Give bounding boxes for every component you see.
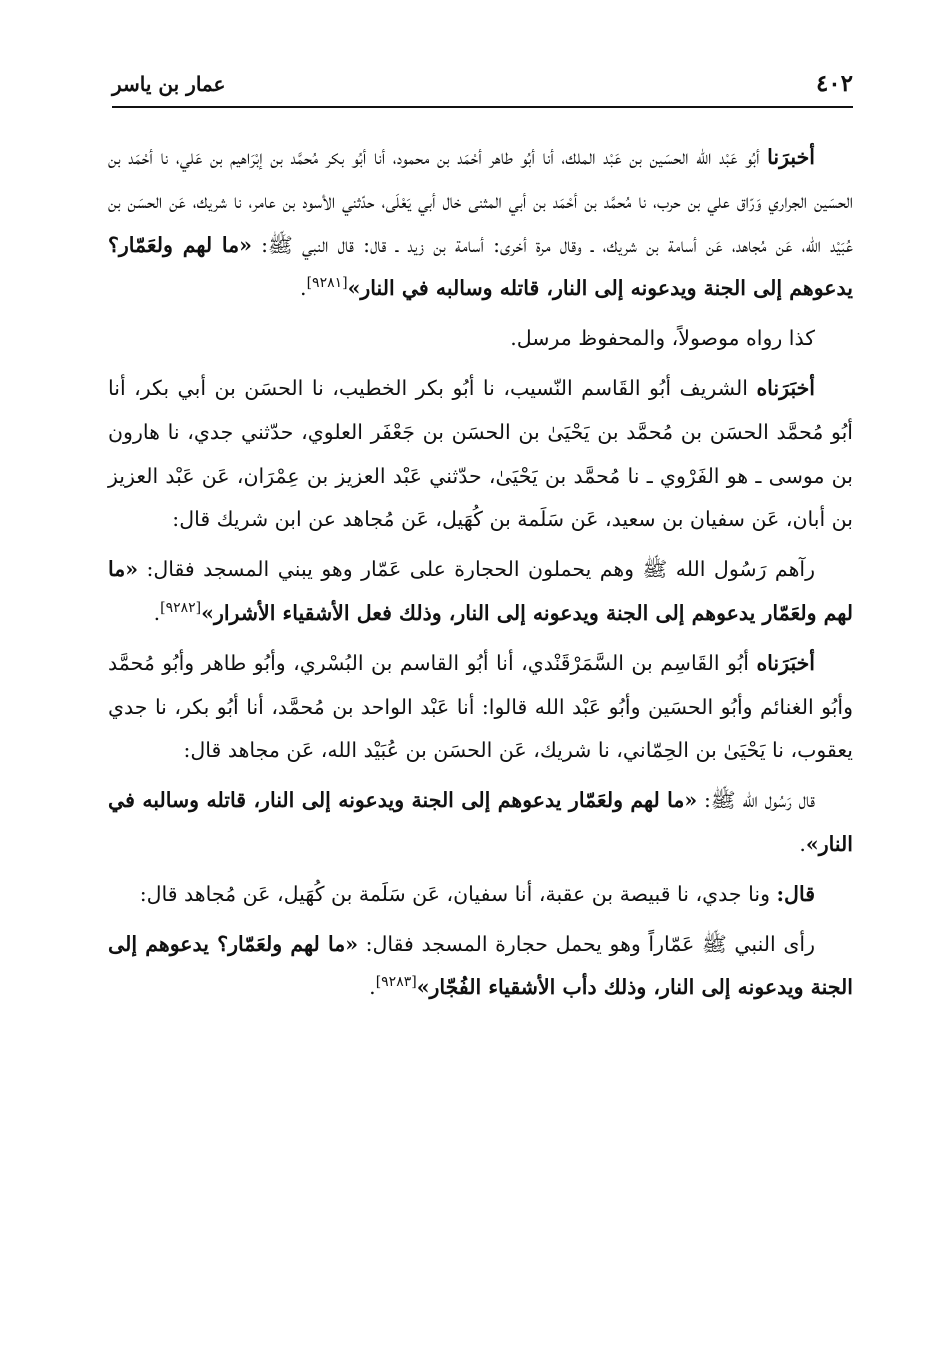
paragraph-end: . (153, 600, 161, 625)
hadith-number: [٩٢٨٣] (375, 974, 417, 991)
running-title: عمار بن ياسر (112, 72, 226, 96)
page-body (108, 136, 853, 1016)
paragraph-text: أبُو القَاسِم بن السَّمَرْقَنْدي، أنا أبُو القاسم بن البُسْري، وأبُو طاهر وأبُو مُحمَّد وأبُو الغنائم وأبُو الحسَين وأبُو عَبْد الله قالوا: أنا عَبْد الواحد بن مُحمَّد، أنا أبُو بكر، نا جدي يعقوب، نا يَحْيَىٰ بن الحِمّاني، نا شريك، عَن الحسَن بن عُبَيْد الله، عَن مجاهد قال: (108, 650, 853, 763)
hadith-quote: «ما لهم ولعَمّار؟ يدعوهم إلى الجنة ويدعونه إلى النار، وذلك دأب الأشقياء الفُجّار» (108, 931, 853, 1000)
paragraph-4 (108, 548, 853, 636)
hadith-quote: «ما لهم ولعَمّار يدعوهم إلى الجنة ويدعونه إلى النار، وذلك فعل الأشقياء الأشرار» (108, 557, 853, 625)
hadith-quote: «ما لهم ولعَمّار؟ يدعوهم إلى الجنة ويدعونه إلى النار، قاتله وسالبه في النار» (108, 232, 853, 301)
hadith-number: [٩٢٨١] (306, 275, 348, 292)
paragraph-6 (108, 779, 853, 867)
paragraph-end: . (369, 975, 376, 1000)
paragraph-8 (108, 923, 853, 1011)
paragraph-lead: أخبَرَناه (756, 375, 815, 400)
paragraph-2 (108, 317, 853, 361)
paragraph-5 (108, 642, 853, 773)
paragraph-7 (108, 873, 853, 917)
paragraph-text: أبُو عَبْد الله الحسَين بن عَبْد الملك، أنا أبُو طاهر أحْمَد بن محمود، أنا أبُو بكر مُحمَّد بن إبْرَاهيم بن عَلي، نا أحْمَد بن الحسَين الجراري وَرّاق علي بن حرب، نا مُحمَّد بن أحْمَد بن أبي المثنى خال أبي يَعْلَى، حدّثني الأسود بن عامر، نا شريك، عَن الحسَن بن عُبَيْد الله، عَن مُجاهد، عَن أسامة بن شريك، ـ وقال مرة أخرى: أسامة بن زيد ـ قال: قال النبي ﷺ: (108, 145, 853, 257)
paragraph-lead: قال: (776, 881, 815, 906)
paragraph-text: كذا رواه موصولاً، والمحفوظ مرسل. (510, 326, 815, 351)
paragraph-text: الشريف أبُو القَاسم النّسيب، نا أبُو بكر الخطيب، نا الحسَن بن أبي بكر، أنا أبُو مُحمَّد الحسَن بن مُحمَّد بن يَحْيَىٰ بن الحسَن بن جَعْفَر العلوي، حدّثني جدي، نا هارون بن موسى ـ هو الفَرْوي ـ نا مُحمَّد بن يَحْيَىٰ، حدّثني عَبْد العزيز بن عِمْرَان، عَن عَبْد العزيز بن أبان، عَن سفيان بن سعيد، عَن سَلَمة بن كُهَيل، عَن مُجاهد عن ابن شريك قال: (108, 375, 853, 532)
paragraph-3 (108, 367, 853, 542)
paragraph-lead: أخبرَنا (767, 145, 815, 169)
paragraph-end: . (300, 276, 307, 301)
paragraph-lead: أخبَرَناه (756, 650, 815, 675)
paragraph-text: ونا جدي، نا قبيصة بن عقبة، أنا سفيان، عَن سَلَمة بن كُهَيل، عَن مُجاهد قال: (139, 881, 777, 906)
page-header (112, 68, 853, 108)
paragraph-text: قال رَسُول الله ﷺ: (697, 788, 815, 813)
hadith-number: [٩٢٨٢] (160, 600, 202, 617)
hadith-quote: «ما لهم ولعَمّار يدعوهم إلى الجنة ويدعونه إلى النار، قاتله وسالبه في النار» (108, 788, 853, 856)
paragraph-end: . (799, 831, 806, 856)
paragraph-text: رآهم رَسُول الله ﷺ وهم يحملون الحجارة على عَمّار وهو يبني المسجد فقال: (138, 557, 815, 582)
page-number: ٤٠٢ (815, 70, 853, 97)
paragraph-text: رأى النبي ﷺ عَمّاراً وهو يحمل حجارة المسجد فقال: (358, 931, 815, 956)
paragraph-1 (108, 136, 853, 311)
